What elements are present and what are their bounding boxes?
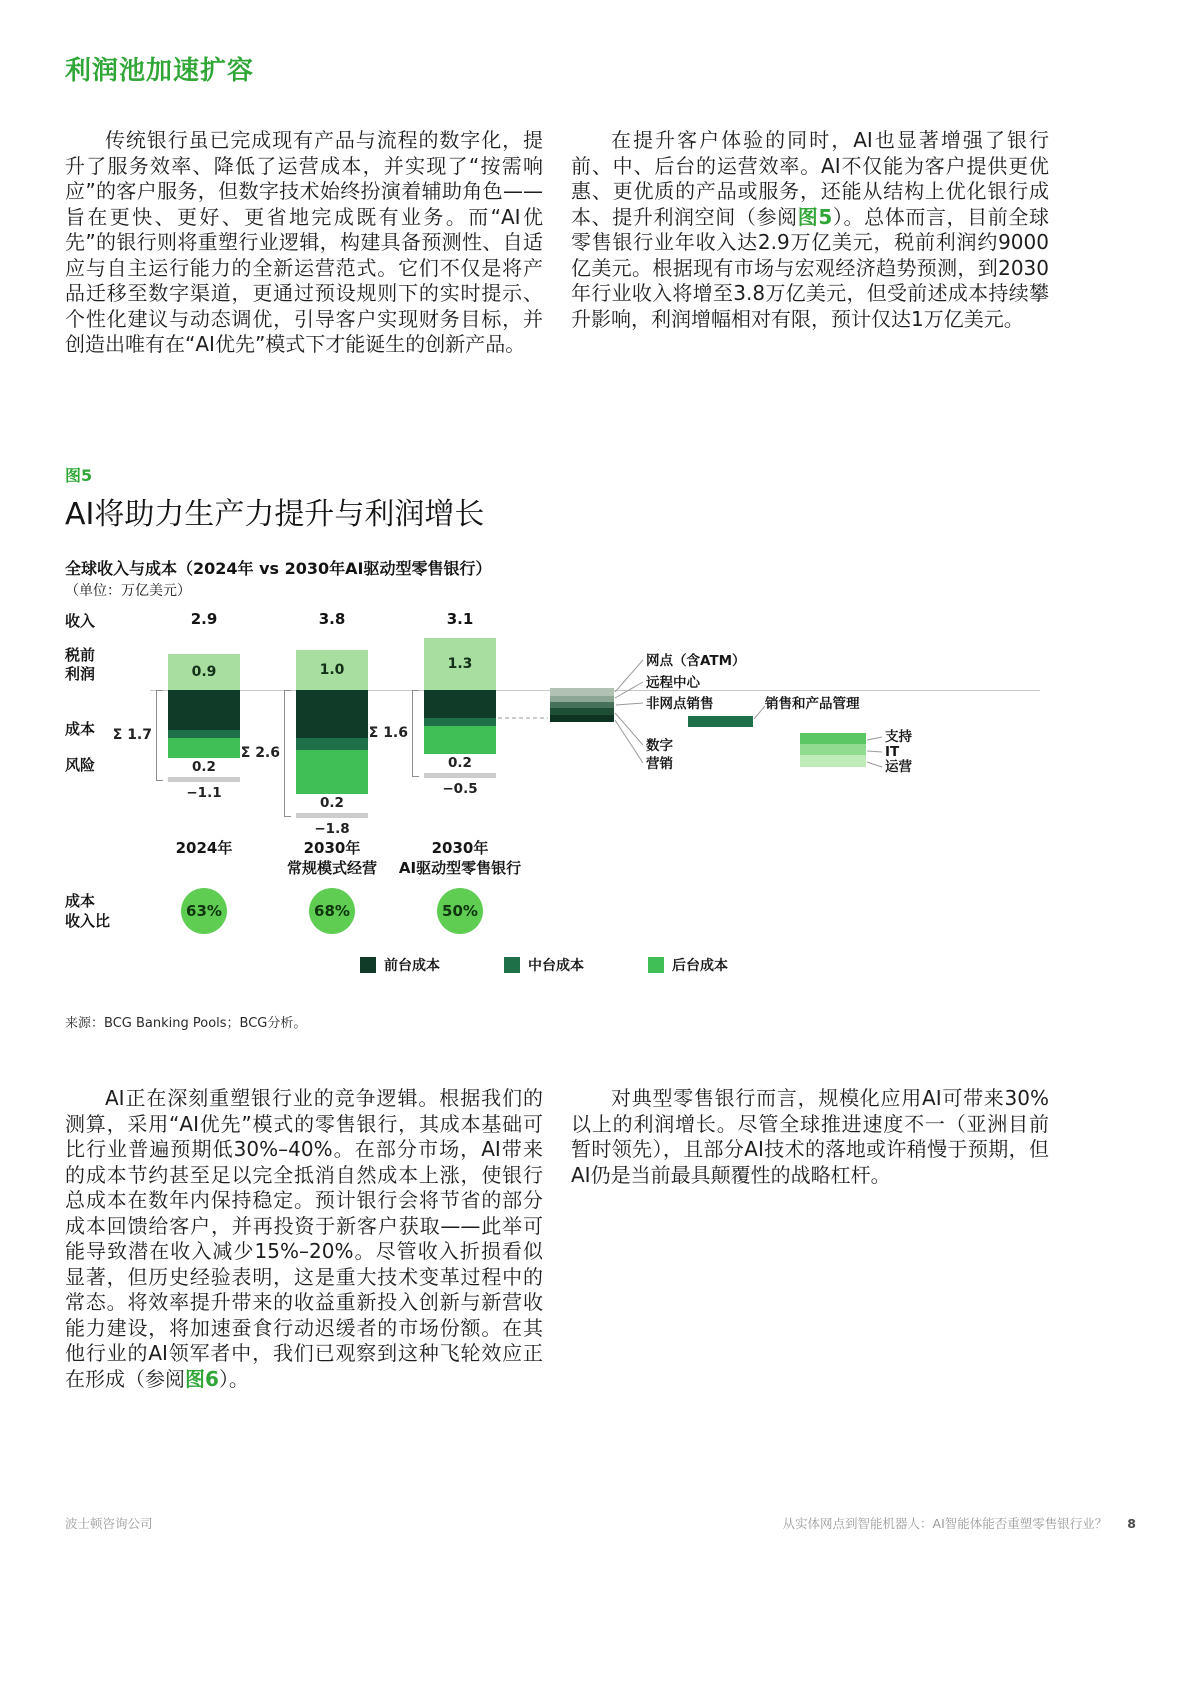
- cost-income-ratio-badge: 63%: [181, 888, 227, 934]
- costs-sum-bracket: [412, 690, 419, 777]
- annotation-remote: 远程中心: [646, 675, 700, 691]
- middle-office-cost-segment: [296, 738, 368, 750]
- legend-swatch-back: [648, 957, 664, 973]
- figure-title: AI将助力生产力提升与利润增长: [65, 497, 485, 532]
- annotation-it: IT: [885, 744, 900, 760]
- text-run: ）。总体而言，目前全球零售银行业年收入达2.9万亿美元，税前利润约9000亿美元。根据现有市场与宏观经济趋势预测，到2030年行业收入将增至3.8万亿美元，但受前述成本持续攀升影响，利润增幅相对有限，预计仅达1万亿美元。: [571, 204, 1049, 331]
- revenue-value: 3.8: [318, 610, 346, 628]
- front-office-cost-segment: [424, 690, 496, 718]
- middle-office-cost-segment: [168, 730, 240, 738]
- figure-5-reference-link[interactable]: 图5: [797, 204, 833, 229]
- row-label-pretax-profit-1: 税前: [65, 646, 96, 664]
- legend-item-middle: [504, 955, 584, 975]
- annotation-digital: 数字: [646, 738, 673, 754]
- revenue-value: 3.1: [446, 610, 474, 628]
- bar-group-name: 2030年 AI驱动型零售银行: [398, 839, 522, 877]
- cost-income-ratio-badge: 68%: [309, 888, 355, 934]
- leader-line: [867, 762, 882, 767]
- annotation-marketing: 营销: [646, 756, 673, 772]
- back-office-cost-segment: [296, 750, 368, 794]
- bar-group-name: 2024年: [175, 839, 233, 857]
- footer-report-title: 从实体网点到智能机器人：AI智能体能否重塑零售银行业？: [782, 1516, 1108, 1531]
- pretax-profit-segment: 1.0: [296, 650, 368, 690]
- back-breakdown-segment: [800, 744, 866, 755]
- footer-company: 波士顿咨询公司: [65, 1516, 153, 1531]
- net-bottom-value: −1.1: [186, 785, 222, 801]
- chart-bar-group-2: [240, 600, 377, 1000]
- revenue-value: 2.9: [190, 610, 218, 628]
- leader-line: [867, 737, 882, 740]
- source-note: 来源：BCG Banking Pools；BCG分析。: [65, 1016, 307, 1031]
- back-breakdown-segment: [800, 755, 866, 767]
- leader-line: [615, 660, 643, 692]
- middle-office-breakdown-bar: [688, 716, 753, 727]
- risk-segment: [296, 813, 368, 818]
- text-run: 在提升客户体验的同时，AI也显著增强了银行前、中、后台的运营效率。AI不仅能为客户提供更优惠、更优质的产品或服务，还能从结构上优化银行成本、提升利润空间（参阅: [571, 128, 1049, 229]
- intro-paragraph-left: 传统银行虽已完成现有产品与流程的数字化，提升了服务效率、降低了运营成本，并实现了“按需响应”的客户服务，但数字技术始终扮演着辅助角色——旨在更快、更好、更省地完成既有业务。而“AI优先”的银行则将重塑行业逻辑，构建具备预测性、自适应与自主运行能力的全新运营范式。它们不仅是将产品迁移至数字渠道，更通过预设规则下的实时提示、个性化建议与动态调优，引导客户实现财务目标，并创造出唯有在“AI优先”模式下才能诞生的创新产品。: [65, 128, 543, 356]
- risk-value: 0.2: [320, 795, 344, 811]
- body-paragraph-left: [65, 1086, 543, 1392]
- figure-5-chart: [65, 600, 1140, 1000]
- annotation-support: 支持: [885, 729, 912, 745]
- risk-segment: [168, 777, 240, 782]
- legend-label: 前台成本: [384, 958, 440, 974]
- front-breakdown-segment: [550, 715, 614, 722]
- pretax-profit-segment: 0.9: [168, 654, 240, 690]
- risk-segment: [424, 773, 496, 778]
- front-office-breakdown-bar: [550, 688, 614, 722]
- intro-paragraph-right: [571, 128, 1049, 332]
- figure-label: 图5: [65, 466, 93, 485]
- chart-legend: [360, 955, 728, 975]
- row-label-costs: 成本: [65, 720, 96, 738]
- leader-line: [754, 706, 765, 719]
- middle-office-cost-segment: [424, 718, 496, 726]
- annotation-branch: 网点（含ATM）: [646, 653, 746, 669]
- front-office-cost-segment: [168, 690, 240, 730]
- row-label-risk: 风险: [65, 756, 96, 774]
- chart-unit-label: （单位：万亿美元）: [65, 583, 191, 599]
- risk-value: 0.2: [448, 755, 472, 771]
- costs-sum-label: Σ 1.7: [112, 726, 152, 743]
- chart-bar-group-1: [112, 600, 240, 1000]
- legend-swatch-middle: [504, 957, 520, 973]
- legend-label: 后台成本: [672, 958, 728, 974]
- back-office-breakdown-bar: [800, 733, 866, 767]
- bar-group-name: 2030年 常规模式经营: [286, 839, 377, 877]
- leader-line: [615, 720, 643, 763]
- annotation-sales-product: 销售和产品管理: [765, 696, 860, 712]
- costs-sum-label: Σ 2.6: [240, 744, 280, 761]
- net-bottom-value: −1.8: [314, 821, 350, 837]
- front-breakdown-segment: [550, 688, 614, 696]
- chart-subtitle: 全球收入与成本（2024年 vs 2030年AI驱动型零售银行）: [65, 559, 492, 578]
- risk-value: 0.2: [192, 759, 216, 775]
- legend-item-front: [360, 955, 440, 975]
- text-run: AI正在深刻重塑银行业的竞争逻辑。根据我们的测算，采用“AI优先”模式的零售银行，其成本基础可比行业普遍预期低30%–40%。在部分市场，AI带来的成本节约甚至足以完全抵消自然成本上涨，使银行总成本在数年内保持稳定。预计银行会将节省的部分成本回馈给客户，并再投资于新客户获取——此举可能导致潜在收入减少15%–20%。尽管收入折损看似显著，但历史经验表明，这是重大技术变革过程中的常态。将效率提升带来的收益重新投入创新与新营收能力建设，将加速蚕食行动迟缓者的市场份额。在其他行业的AI领军者中，我们已观察到这种飞轮效应正在形成（参阅: [65, 1086, 543, 1391]
- net-bottom-value: −0.5: [442, 781, 478, 797]
- leader-line: [867, 751, 882, 752]
- cost-income-ratio-badge: 50%: [437, 888, 483, 934]
- annotation-operations: 运营: [885, 759, 912, 775]
- legend-label: 中台成本: [528, 958, 584, 974]
- row-label-ratio-2: 收入比: [65, 912, 111, 930]
- page-number: 8: [1127, 1515, 1136, 1531]
- body-paragraph-right: 对典型零售银行而言，规模化应用AI可带来30%以上的利润增长。尽管全球推进速度不一（亚洲目前暂时领先），且部分AI技术的落地或许稍慢于预期，但AI仍是当前最具颠覆性的战略杠杆。: [571, 1086, 1049, 1187]
- legend-swatch-front: [360, 957, 376, 973]
- back-office-cost-segment: [424, 726, 496, 754]
- costs-sum-label: Σ 1.6: [368, 724, 408, 741]
- row-label-pretax-profit-2: 利润: [65, 665, 96, 683]
- leader-line: [616, 703, 643, 705]
- front-office-cost-segment: [296, 690, 368, 738]
- row-label-revenue: 收入: [65, 612, 96, 630]
- legend-item-back: [648, 955, 728, 975]
- footer-right: [783, 1514, 1136, 1532]
- back-breakdown-segment: [800, 733, 866, 744]
- pretax-profit-segment: 1.3: [424, 638, 496, 690]
- text-run: ）。: [218, 1366, 249, 1391]
- annotation-nonbranch: 非网点销售: [646, 696, 714, 712]
- front-breakdown-segment: [550, 708, 614, 715]
- leader-line: [615, 713, 643, 745]
- row-label-ratio-1: 成本: [65, 892, 96, 910]
- section-heading: 利润池加速扩容: [65, 56, 255, 86]
- figure-6-reference-link[interactable]: 图6: [185, 1366, 219, 1391]
- back-office-cost-segment: [168, 738, 240, 758]
- costs-sum-bracket: [284, 690, 291, 817]
- costs-sum-bracket: [156, 690, 163, 781]
